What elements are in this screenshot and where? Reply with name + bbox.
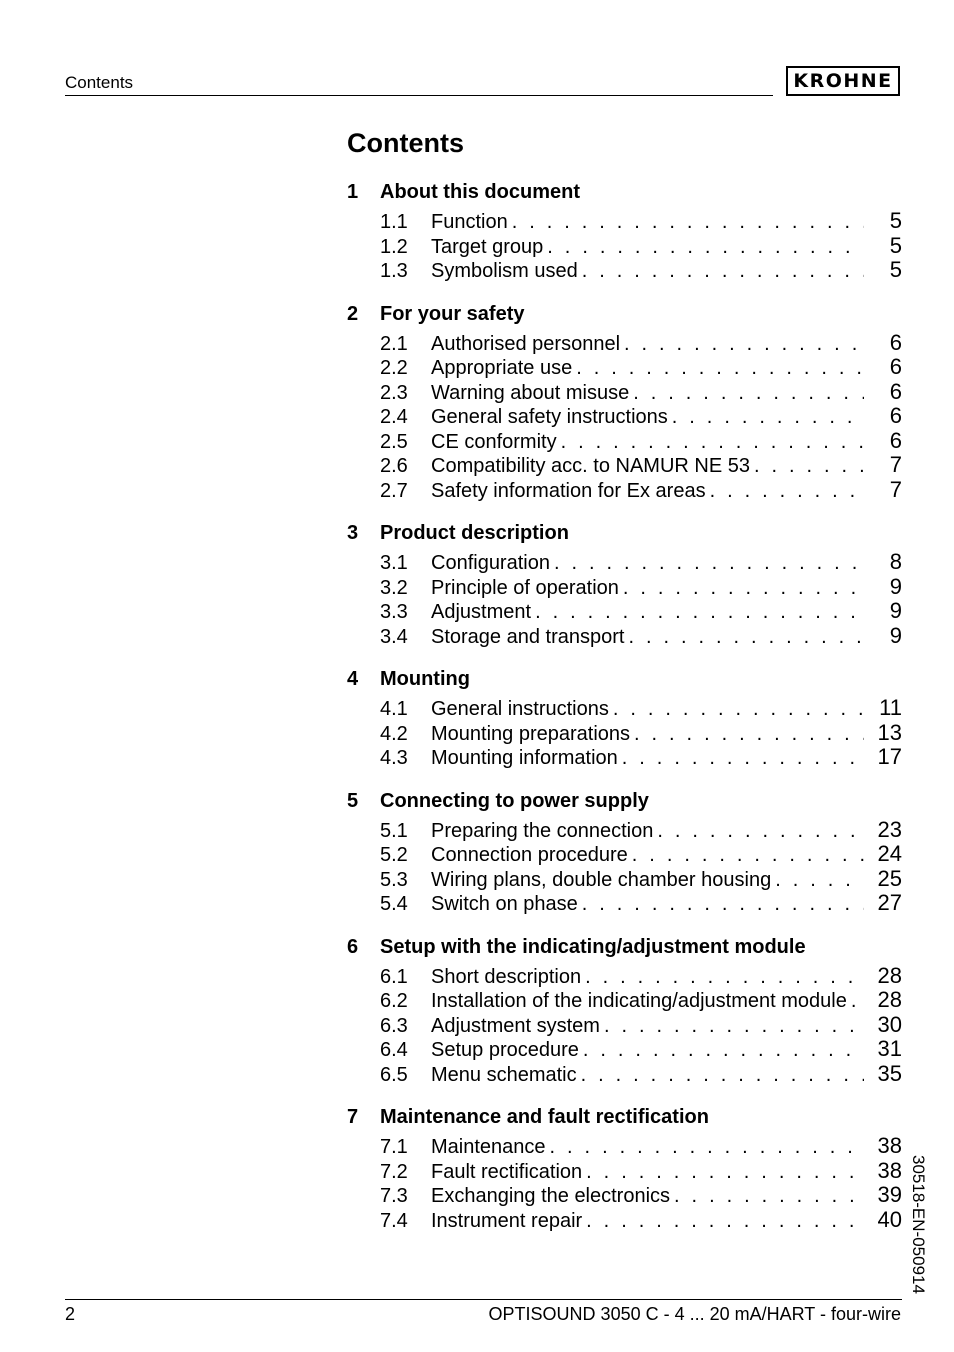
entry-title: Exchanging the electronics [431, 1185, 671, 1207]
entry-page-number: 27 [877, 890, 902, 915]
entry-page-number: 28 [877, 962, 902, 988]
entry-title: Mounting information [431, 747, 618, 769]
toc-entry[interactable] [347, 891, 902, 916]
dot-leader [710, 479, 864, 504]
dot-leader [576, 356, 864, 381]
entry-number: 3.1 [380, 552, 408, 574]
toc-entry[interactable] [347, 1037, 902, 1062]
entry-page-number: 28 [877, 987, 902, 1012]
document-code: 30518-EN-050914 [909, 1155, 928, 1294]
dot-leader [775, 868, 864, 893]
entry-number: 6.4 [380, 1039, 408, 1061]
entry-page-number: 6 [889, 329, 902, 355]
section-number: 6 [347, 935, 359, 958]
dot-leader [535, 600, 864, 625]
toc-entry[interactable] [347, 1183, 902, 1208]
dot-leader [547, 235, 864, 260]
dot-leader [624, 332, 864, 357]
entry-title: Target group [431, 235, 544, 258]
dot-leader [586, 1209, 864, 1234]
entry-title: Fault rectification [431, 1160, 583, 1183]
entry-number: 5.2 [380, 844, 408, 866]
entry-page-number: 8 [889, 549, 902, 574]
section-heading[interactable] [347, 933, 902, 961]
entry-page-number: 5 [889, 208, 902, 233]
section-number: 5 [347, 789, 359, 812]
entry-number: 2.7 [380, 479, 408, 502]
toc-section [347, 933, 902, 1087]
entry-page-number: 40 [877, 1206, 902, 1232]
entry-number: 5.4 [380, 893, 408, 915]
entry-number: 7.2 [380, 1160, 408, 1183]
section-heading[interactable] [347, 519, 902, 547]
entry-title: Adjustment system [431, 1014, 600, 1037]
toc-entry[interactable] [347, 453, 902, 478]
toc-section [347, 787, 902, 916]
footer-rule [65, 1299, 902, 1300]
entry-title: CE conformity [431, 430, 557, 453]
header-rule [65, 95, 773, 96]
section-title: Connecting to power supply [380, 789, 649, 812]
entry-page-number: 35 [877, 1060, 902, 1086]
dot-leader [628, 625, 864, 650]
entry-title: Warning about misuse [431, 381, 630, 404]
section-number: 3 [347, 522, 359, 544]
entry-title: Principle of operation [431, 576, 619, 599]
entry-page-number: 9 [889, 573, 902, 599]
dot-leader [633, 381, 864, 406]
table-of-contents [347, 178, 902, 1249]
entry-number: 7.4 [380, 1209, 408, 1232]
toc-entry[interactable] [347, 380, 902, 405]
dot-leader [851, 989, 864, 1014]
dot-leader [623, 576, 864, 601]
toc-section [347, 665, 902, 770]
entry-title: Compatibility acc. to NAMUR NE 53 [431, 455, 750, 477]
entry-page-number: 5 [889, 257, 902, 282]
entry-page-number: 24 [877, 841, 902, 866]
entry-number: 2.5 [380, 430, 408, 453]
section-number: 7 [347, 1106, 359, 1128]
dot-leader [622, 746, 864, 771]
entry-number: 3.3 [380, 601, 408, 623]
toc-entry[interactable] [347, 1159, 902, 1184]
toc-section [347, 1103, 902, 1232]
toc-section [347, 300, 902, 503]
entry-title: Connection procedure [431, 844, 628, 866]
entry-number: 2.6 [380, 455, 408, 477]
entry-title: Safety information for Ex areas [431, 479, 706, 502]
toc-entry[interactable] [347, 234, 902, 259]
toc-entry[interactable] [347, 964, 902, 989]
section-title: About this document [380, 181, 580, 203]
entry-title: Symbolism used [431, 260, 578, 282]
dot-leader [585, 965, 864, 990]
entry-number: 2.2 [380, 357, 408, 379]
entry-page-number: 23 [877, 816, 902, 842]
entry-page-number: 5 [889, 232, 902, 258]
entry-page-number: 7 [889, 476, 902, 502]
section-heading[interactable] [347, 1103, 902, 1131]
section-heading[interactable] [347, 665, 902, 693]
toc-section [347, 519, 902, 648]
section-title: Mounting [380, 668, 470, 690]
entry-page-number: 6 [889, 354, 902, 379]
entry-number: 2.3 [380, 381, 408, 404]
entry-page-number: 13 [877, 719, 902, 745]
toc-entry[interactable] [347, 258, 902, 283]
dot-leader [582, 259, 864, 284]
toc-entry[interactable] [347, 550, 902, 575]
toc-entry[interactable] [347, 867, 902, 892]
entry-number: 3.4 [380, 625, 408, 648]
section-number: 1 [347, 181, 359, 203]
entry-page-number: 17 [877, 744, 902, 769]
entry-title: Short description [431, 965, 582, 988]
entry-title: Adjustment [431, 601, 532, 623]
section-title: Setup with the indicating/adjustment module [380, 935, 806, 958]
entry-page-number: 6 [889, 378, 902, 404]
footer-product-name: OPTISOUND 3050 C - 4 ... 20 mA/HART - four-wire [488, 1304, 901, 1324]
entry-number: 4.1 [380, 698, 408, 720]
entry-title: Setup procedure [431, 1039, 579, 1061]
entry-page-number: 31 [877, 1036, 902, 1061]
dot-leader [754, 454, 864, 479]
toc-entry[interactable] [347, 599, 902, 624]
running-header: Contents [65, 73, 134, 92]
dot-leader [604, 1014, 864, 1039]
toc-entry[interactable] [347, 1134, 902, 1159]
dot-leader [634, 722, 864, 747]
section-title: Maintenance and fault rectification [380, 1106, 709, 1128]
entry-number: 4.2 [380, 722, 408, 745]
dot-leader [512, 210, 864, 235]
toc-entry[interactable] [347, 1013, 902, 1038]
section-heading[interactable] [347, 178, 902, 206]
dot-leader [561, 430, 864, 455]
entry-page-number: 38 [877, 1157, 902, 1183]
dot-leader [632, 843, 864, 868]
entry-title: Appropriate use [431, 357, 573, 379]
entry-title: General safety instructions [431, 406, 668, 428]
toc-entry[interactable] [347, 988, 902, 1013]
entry-title: Authorised personnel [431, 332, 621, 355]
toc-entry[interactable] [347, 1208, 902, 1233]
section-heading[interactable] [347, 787, 902, 815]
entry-page-number: 11 [879, 695, 902, 720]
toc-section [347, 178, 902, 283]
toc-entry[interactable] [347, 331, 902, 356]
dot-leader [613, 697, 864, 722]
entry-page-number: 39 [877, 1182, 902, 1207]
entry-page-number: 6 [889, 403, 902, 428]
entry-number: 6.3 [380, 1014, 408, 1037]
entry-title: Function [431, 211, 508, 233]
entry-number: 5.1 [380, 819, 408, 842]
page-title: Contents [347, 128, 464, 158]
entry-page-number: 38 [877, 1133, 902, 1158]
entry-number: 6.2 [380, 990, 408, 1012]
dot-leader [583, 1038, 864, 1063]
entry-title: Mounting preparations [431, 722, 631, 745]
entry-title: Installation of the indicating/adjustment module [431, 990, 847, 1012]
dot-leader [581, 1063, 864, 1088]
dot-leader [582, 892, 864, 917]
entry-title: Preparing the connection [431, 819, 654, 842]
entry-title: General instructions [431, 698, 609, 720]
entry-number: 7.1 [380, 1136, 408, 1158]
entry-title: Wiring plans, double chamber housing [431, 868, 772, 891]
toc-entry[interactable] [347, 404, 902, 429]
entry-page-number: 30 [877, 1011, 902, 1037]
entry-title: Storage and transport [431, 625, 625, 648]
entry-number: 4.3 [380, 747, 408, 769]
entry-page-number: 25 [877, 865, 902, 891]
entry-number: 7.3 [380, 1185, 408, 1207]
entry-number: 1.2 [380, 235, 408, 258]
entry-page-number: 6 [889, 427, 902, 453]
toc-entry[interactable] [347, 818, 902, 843]
toc-entry[interactable] [347, 478, 902, 503]
section-heading[interactable] [347, 300, 902, 328]
entry-number: 5.3 [380, 868, 408, 891]
krohne-logo: KROHNE [786, 66, 900, 96]
entry-title: Switch on phase [431, 893, 578, 915]
toc-entry[interactable] [347, 1062, 902, 1087]
dot-leader [674, 1184, 864, 1209]
section-title: Product description [380, 522, 569, 544]
toc-entry[interactable] [347, 745, 902, 770]
section-number: 4 [347, 668, 359, 690]
entry-number: 3.2 [380, 576, 408, 599]
entry-title: Configuration [431, 552, 550, 574]
section-title: For your safety [380, 302, 525, 325]
dot-leader [550, 1135, 864, 1160]
dot-leader [657, 819, 864, 844]
entry-number: 2.1 [380, 332, 408, 355]
entry-page-number: 7 [889, 452, 902, 477]
footer-page-number: 2 [65, 1304, 76, 1324]
toc-entry[interactable] [347, 429, 902, 454]
entry-title: Maintenance [431, 1136, 546, 1158]
entry-number: 6.1 [380, 965, 408, 988]
dot-leader [586, 1160, 864, 1185]
entry-title: Menu schematic [431, 1063, 577, 1086]
dot-leader [672, 405, 864, 430]
toc-entry[interactable] [347, 721, 902, 746]
entry-title: Instrument repair [431, 1209, 583, 1232]
entry-page-number: 9 [889, 598, 902, 623]
entry-number: 6.5 [380, 1063, 408, 1086]
toc-entry[interactable] [347, 209, 902, 234]
toc-entry[interactable] [347, 355, 902, 380]
entry-number: 1.3 [380, 260, 408, 282]
toc-entry[interactable] [347, 624, 902, 649]
entry-number: 2.4 [380, 406, 408, 428]
entry-number: 1.1 [380, 211, 408, 233]
entry-page-number: 9 [889, 622, 902, 648]
toc-entry[interactable] [347, 696, 902, 721]
toc-entry[interactable] [347, 842, 902, 867]
section-number: 2 [347, 302, 359, 325]
dot-leader [554, 551, 864, 576]
toc-entry[interactable] [347, 575, 902, 600]
